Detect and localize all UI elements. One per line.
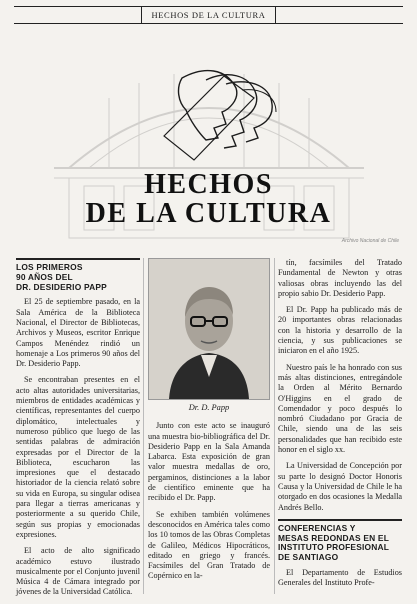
paragraph: El 25 de septiembre pasado, en la Sala América de la Biblioteca Nacional, el Director de Bibliotecas, Archivos y Museos, escritor Enrique Campos Menéndez rindió un homenaje a Los primeros 90 años del Dr. Desiderio Papp.: [16, 297, 140, 369]
paragraph: La Universidad de Concepción por su parte lo designó Doctor Honoris Causa y la Universidad de Chile le ha otorgado en dos ocasiones la Medalla Andrés Bello.: [278, 461, 402, 512]
paragraph: tín, facsímiles del Tratado Fundamental de Newton y otras valiosas obras incluyendo las del propio sabio Dr. Desiderio Papp.: [278, 258, 402, 298]
paragraph: El acto de alto significado académico estuvo ilustrado musicalmente por el Conjunto juvenil Música 4 de Cámara integrado por jóvenes de la Universidad Católica.: [16, 546, 140, 597]
heading-line: LOS PRIMEROS: [16, 262, 83, 272]
column-3: [278, 258, 402, 595]
paragraph: Se encontraban presentes en el acto altas autoridades universitarias, miembros de entidades académicas y científicas, representantes del cuerpo diplomático, intelectuales y numeroso público que luego de las sentidas palabras de admiración expresadas por el Director de la Biblioteca, escucharon las impresiones que el destacado historiador de la ciencia relató sobre su vida en Europa, su singular odisea para llegar a tierras americanas y posteriormente a su querido Chile, según sus propias y emocionadas expresiones.: [16, 375, 140, 539]
heading-rule: [16, 258, 140, 260]
photo-caption: Dr. D. Papp: [188, 403, 230, 412]
page-title-line-2: DE LA CULTURA: [85, 198, 332, 229]
paragraph: El Dr. Papp ha publicado más de 20 importantes obras relacionadas con la historia y desarrollo de la ciencia, y sus publicaciones se iniciaron en el año 1925.: [278, 305, 402, 356]
column-divider-2: [274, 258, 275, 594]
article-heading-conferencias: [278, 524, 402, 563]
page-title: [14, 170, 403, 228]
paragraph: Se exhiben también volúmenes desconocidos en América tales como los 10 tomos de las Obras Completas de Galileo, Médicos Hipocráticos, editado en griego y francés. Facsímiles del Gran Tratado de Copérnico en la-: [148, 509, 270, 581]
portrait-figure-icon: [149, 259, 269, 399]
article-heading-papp: [16, 263, 140, 292]
paragraph: El Departamento de Estudios Generales del Instituto Profe-: [278, 568, 402, 588]
running-head: [14, 6, 403, 24]
heading-line: 90 AÑOS DEL: [16, 271, 73, 282]
column-1: [16, 258, 140, 604]
column-2: [148, 258, 270, 588]
page-title-line-1: HECHOS: [144, 169, 273, 200]
heading-line: MESAS REDONDAS EN EL: [278, 532, 390, 543]
paragraph: Nuestro país le ha honrado con sus más altas distinciones, entregándole la Orden al Mérito Bernardo O'Higgins en el grado de Comendador y poco después lo nombró Ciudadano por Gracia de Chile, siendo una de las seis personalidades que han recibido este honor en el siglo xx.: [278, 362, 402, 455]
heading-line: CONFERENCIAS Y: [278, 522, 356, 533]
running-head-label: HECHOS DE LA CULTURA: [141, 7, 277, 23]
column-divider-1: [143, 258, 144, 594]
archive-seal: Archivo Nacional de Chile: [341, 238, 399, 244]
portrait-photo: [148, 258, 270, 400]
heading-rule: [278, 519, 402, 521]
heading-line: DE SANTIAGO: [278, 552, 339, 563]
heading-line: DR. DESIDERIO PAPP: [16, 281, 107, 292]
paragraph: Junto con este acto se inauguró una muestra bio-bibliográfica del Dr. Desiderio Papp en la Sala Amanda Labarca. Esta exposición de gran valor muestra medallas de oro, pergaminos, distinciones a la labor de científico eminente que ha recibido el Dr. Papp.: [148, 421, 270, 503]
heading-line: INSTITUTO PROFESIONAL: [278, 542, 390, 553]
